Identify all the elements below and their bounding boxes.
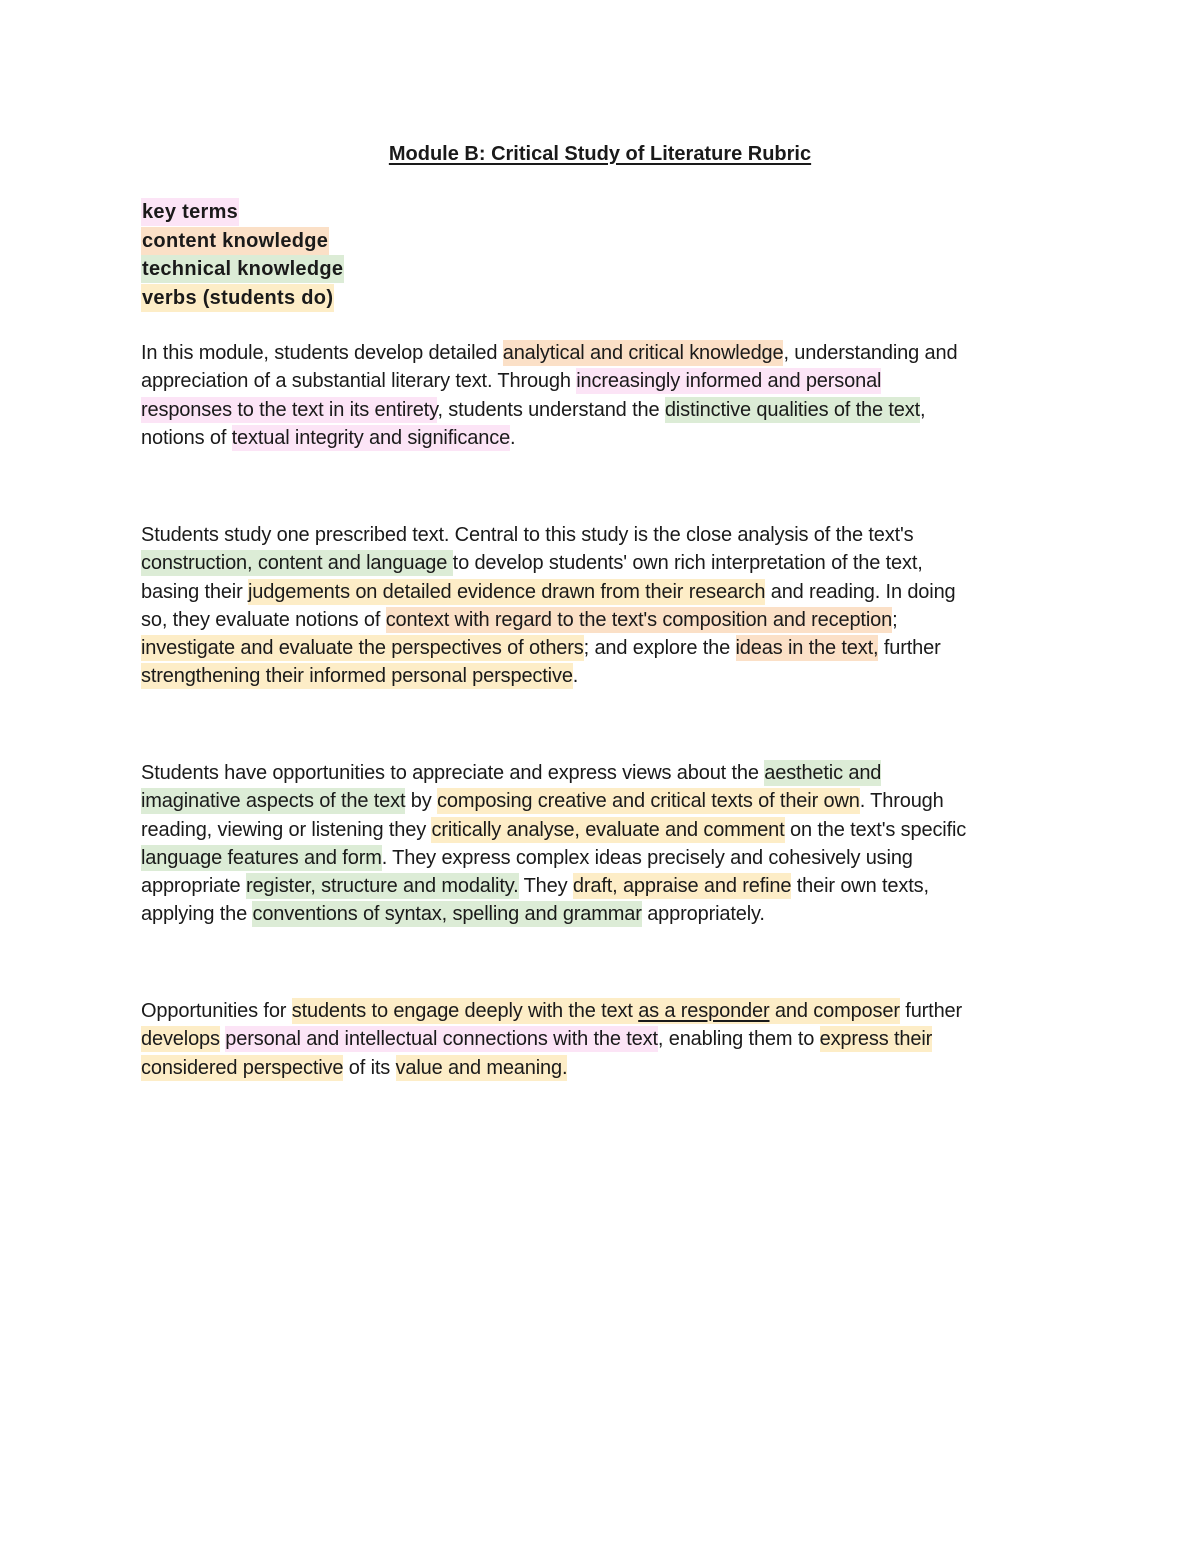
highlighted-phrase: composing creative and critical texts of their own: [437, 790, 860, 813]
text-run: appreciation of a substantial literary text. Through: [141, 370, 577, 393]
text-line: [141, 521, 1059, 549]
legend-label-key-terms: key terms: [141, 198, 239, 226]
text-run: .: [572, 665, 579, 688]
text-run: , students understand the: [437, 398, 665, 421]
highlighted-phrase: judgements on detailed evidence drawn from their research: [248, 580, 766, 603]
paragraph-engagement-opportunities: [141, 997, 1059, 1082]
text-line: [141, 396, 1059, 424]
text-run: applying the: [141, 903, 253, 926]
legend-label-content-knowledge: content knowledge: [141, 227, 329, 255]
text-line: [141, 662, 1059, 690]
text-line: [141, 424, 1059, 452]
text-line: [141, 578, 1059, 606]
text-run: and reading. In doing: [765, 580, 956, 603]
highlighted-phrase: conventions of syntax, spelling and grammar: [252, 903, 642, 926]
text-run: on the text's specific: [784, 818, 967, 841]
highlighted-phrase: ideas in the text,: [735, 637, 879, 660]
text-line: [141, 900, 1059, 928]
legend-item-key-terms: [141, 198, 541, 227]
highlighted-phrase: considered perspective: [141, 1056, 344, 1079]
text-run: appropriately.: [641, 903, 765, 926]
highlighted-phrase: and composer: [769, 1000, 900, 1022]
highlighted-phrase: language features and form: [141, 846, 382, 869]
text-run: Students study one prescribed text. Central to this study is the close analysis of the text's: [141, 524, 914, 546]
highlight-legend: [141, 198, 541, 312]
document-title: [0, 141, 1200, 167]
text-run: to develop students' own rich interpretation of the text,: [452, 552, 923, 575]
text-run: ; and explore the: [583, 637, 736, 660]
text-line: [141, 549, 1059, 577]
text-line: [141, 816, 1059, 844]
highlighted-phrase: investigate and evaluate the perspectives of others: [141, 637, 584, 660]
highlighted-phrase: responses to the text in its entirety: [141, 398, 438, 421]
highlighted-phrase: register, structure and modality.: [245, 875, 519, 898]
legend-label-technical-knowledge: technical knowledge: [141, 255, 344, 283]
text-run: ;: [892, 608, 898, 631]
highlighted-phrase: strengthening their informed personal perspective: [141, 665, 573, 688]
highlighted-phrase: as a responder: [638, 1000, 770, 1022]
paragraph-module-overview: [141, 339, 1059, 452]
text-run: basing their: [141, 580, 249, 603]
text-run: their own texts,: [791, 875, 929, 898]
text-line: [141, 606, 1059, 634]
paragraph-opportunities-to-appreciate: [141, 759, 1059, 929]
highlighted-phrase: aesthetic and: [764, 762, 882, 784]
text-run: Opportunities for: [141, 1000, 292, 1022]
paragraph-prescribed-text: [141, 521, 1059, 691]
text-run: In this module, students develop detailed: [141, 342, 503, 364]
legend-item-technical-knowledge: [141, 255, 541, 284]
highlighted-phrase: students to engage deeply with the text: [291, 1000, 639, 1022]
text-run: by: [405, 790, 438, 813]
text-line: [141, 634, 1059, 662]
highlighted-phrase: construction, content and language: [141, 552, 453, 575]
text-run: Students have opportunities to appreciate and express views about the: [141, 762, 765, 784]
highlighted-phrase: distinctive qualities of the text: [664, 398, 921, 421]
highlighted-phrase: critically analyse, evaluate and comment: [431, 818, 785, 841]
text-run: ,: [920, 398, 926, 421]
text-line: [141, 1054, 1059, 1082]
text-line: [141, 872, 1059, 900]
text-run: further: [878, 637, 941, 660]
highlighted-phrase: draft, appraise and refine: [572, 875, 792, 898]
highlighted-phrase: develops: [141, 1028, 220, 1051]
text-line: [141, 787, 1059, 815]
text-line: [141, 759, 1059, 787]
text-run: . Through: [859, 790, 944, 813]
legend-label-verbs: verbs (students do): [141, 284, 334, 312]
text-run: appropriate: [141, 875, 246, 898]
highlighted-phrase: analytical and critical knowledge: [502, 342, 784, 364]
text-line: [141, 367, 1059, 395]
text-run: , understanding and: [783, 342, 958, 364]
highlighted-phrase: express their: [819, 1028, 933, 1051]
text-line: [141, 1025, 1059, 1053]
text-line: [141, 339, 1059, 367]
text-run: .: [510, 426, 516, 449]
text-run: notions of: [141, 426, 232, 449]
text-run: They: [518, 875, 573, 898]
text-run: of its: [343, 1056, 396, 1079]
legend-item-content-knowledge: [141, 227, 541, 256]
text-run: . They express complex ideas precisely and cohesively using: [381, 846, 913, 869]
highlighted-phrase: increasingly informed and personal: [576, 370, 882, 393]
legend-item-verbs: [141, 284, 541, 313]
text-line: [141, 844, 1059, 872]
text-run: further: [899, 1000, 963, 1022]
text-run: reading, viewing or listening they: [141, 818, 432, 841]
highlighted-phrase: personal and intellectual connections with the text: [225, 1028, 658, 1051]
text-run: , enabling them to: [657, 1028, 820, 1051]
document-title-text: Module B: Critical Study of Literature Rubric: [388, 143, 812, 165]
highlighted-phrase: context with regard to the text's composition and reception: [385, 608, 893, 631]
highlighted-phrase: textual integrity and significance: [231, 426, 511, 449]
highlighted-phrase: value and meaning.: [395, 1056, 568, 1079]
highlighted-phrase: imaginative aspects of the text: [141, 790, 406, 813]
text-line: [141, 997, 1059, 1025]
text-run: so, they evaluate notions of: [141, 608, 386, 631]
